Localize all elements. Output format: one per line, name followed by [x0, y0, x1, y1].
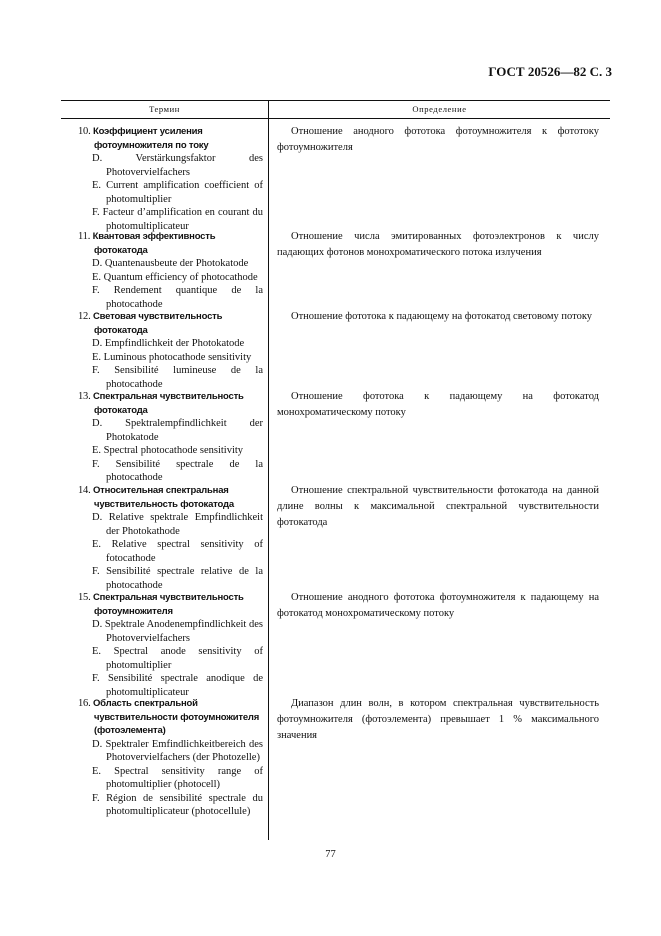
term-english: E. Current amplification coefficient of photomultiplier [92, 180, 263, 205]
term-russian: 11. Квантовая эффективность фотокатода [78, 231, 216, 256]
term-french: F. Région de sensibilité spectrale du photomultiplicateur (photocellule) [92, 792, 263, 817]
definition-11: Отношение числа эмитированных фотоэлектронов к числу падающих фотонов монохроматического потока излучения [277, 231, 599, 258]
term-french: F. Sensibilité spectrale anodique de photomultiplicateur [92, 673, 263, 698]
term-english: E. Relative spectral sensitivity of fotocathode [92, 539, 263, 564]
definition-14: Отношение спектральной чувствительности фотокатода на данной длине волны к максимальной спектральной чувствительности фотокатода [277, 485, 599, 528]
term-entry-11 [78, 230, 263, 311]
term-english: E. Spectral anode sensitivity of photomultiplier [92, 646, 263, 671]
definition-16: Диапазон длин волн, в котором спектральная чувствительность фотоумножителя (фотоэлемента) превышает 1 % максимального значения [277, 698, 599, 741]
term-russian: 13. Спектральная чувствительность фотокатода [78, 391, 244, 416]
term-entry-14 [78, 484, 263, 592]
term-french: F. Facteur d’amplification en courant du photomultiplicateur [92, 207, 263, 232]
term-german: D. Relative spektrale Empfindlichkeit der Photokathode [92, 512, 263, 537]
page-number: 77 [325, 849, 336, 860]
column-header-definition: Определение [412, 104, 467, 114]
table-top-rule [61, 100, 610, 101]
term-entry-13 [78, 390, 263, 485]
term-french: F. Sensibilité spectrale relative de la photocathode [92, 566, 263, 591]
term-french: F. Sensibilité lumineuse de la photocathode [92, 365, 263, 390]
term-russian: 10. Коэффициент усиления фотоумножителя по току [78, 126, 209, 151]
term-english: E. Quantum efficiency of photocathode [92, 271, 258, 283]
term-entry-16 [78, 697, 263, 819]
term-german: D. Spektraler Emfindlichkeitbereich des Photovervielfachers (der Photozelle) [92, 738, 263, 763]
term-english: E. Spectral photocathode sensitivity [92, 445, 244, 456]
term-russian: 14. Относительная спектральная чувствительность фотокатода [78, 485, 234, 510]
term-entry-15 [78, 591, 263, 699]
page-header-code: ГОСТ 20526—82 С. 3 [488, 64, 612, 79]
term-russian: 12. Световая чувствительность фотокатода [78, 311, 223, 336]
term-english: E. Luminous photocathode sensitivity [92, 351, 252, 363]
term-russian: 15. Спектральная чувствительность фотоумножителя [78, 592, 244, 617]
definition-12: Отношение фототока к падающему на фотокатод световому потоку [291, 311, 593, 322]
table-header-rule [61, 118, 610, 119]
term-entry-10 [78, 125, 263, 233]
definition-10: Отношение анодного фототока фотоумножителя к фототоку фотоумножителя [277, 126, 599, 153]
table-column-divider [268, 100, 269, 840]
term-german: D. Spektralempfindlichkeit der Photokatode [92, 418, 263, 443]
term-russian: 16. Область спектральной чувствительности фотоумножителя (фотоэлемента) [78, 698, 260, 736]
term-german: D. Verstärkungsfaktor des Photovervielfachers [92, 153, 263, 178]
definition-13: Отношение фототока к падающему на фотокатод монохроматическому потоку [277, 391, 599, 418]
term-french: F. Sensibilité spectrale de la photocathode [92, 458, 263, 483]
term-entry-12 [78, 310, 263, 391]
term-french: F. Rendement quantique de la photocathode [92, 285, 263, 310]
term-german: D. Spektrale Anodenempfindlichkeit des Photovervielfachers [92, 619, 263, 644]
term-english: E. Spectral sensitivity range of photomultiplier (photocell) [92, 765, 263, 790]
definition-15: Отношение анодного фототока фотоумножителя к падающему на фотокатод монохроматическому потоку [277, 592, 599, 619]
term-german: D. Empfindlichkeit der Photokatode [92, 338, 245, 349]
column-header-term: Термин [149, 104, 180, 114]
term-german: D. Quantenausbeute der Photokatode [92, 258, 249, 269]
